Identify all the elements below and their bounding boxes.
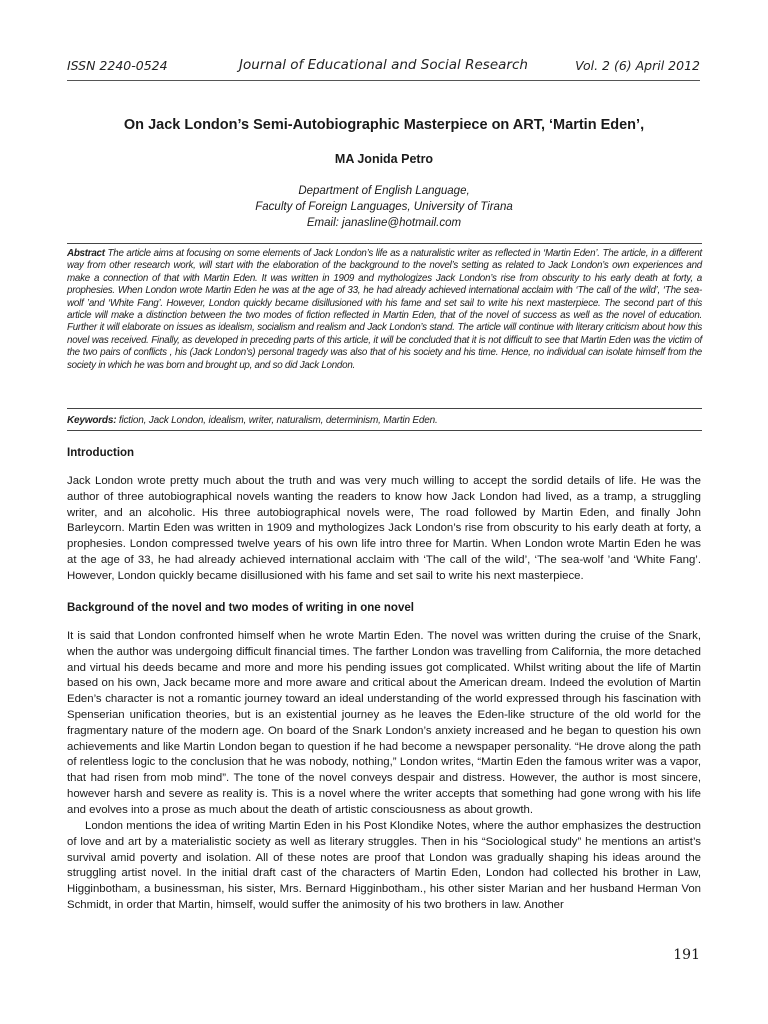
introduction-heading: Introduction xyxy=(67,447,135,459)
abstract xyxy=(67,248,702,372)
keywords-rule xyxy=(67,430,702,431)
affiliation-department: Department of English Language, xyxy=(298,185,470,197)
article-title: On Jack London’s Semi-Autobiographic Masterpiece on ART, ‘Martin Eden’, xyxy=(123,117,645,133)
abstract-label: Abstract xyxy=(67,248,105,259)
issn: ISSN 2240-0524 xyxy=(67,58,168,73)
keywords-text: fiction, Jack London, idealism, writer, naturalism, determinism, Martin Eden. xyxy=(116,415,438,426)
running-header xyxy=(67,58,700,78)
header-rule xyxy=(67,80,700,81)
abstract-top-rule xyxy=(67,243,702,244)
keywords-label: Keywords: xyxy=(67,415,117,426)
author-name: MA Jonida Petro xyxy=(334,152,434,166)
background-heading: Background of the novel and two modes of writing in one novel xyxy=(67,602,414,614)
background-paragraph-2: London mentions the idea of writing Martin Eden in his Post Klondike Notes, where the author emphasizes the destruction of love and art by a materialistic society as well as literary struggles. Then in his “Sociological study” he mentions an artist’s survival amid poverty and isolation. All of these notes are proof that London was gradually shaping his ideas around the struggling artist novel. In the initial draft cast of the characters of Martin Eden, London had collected his brother in Law, Higginbotham, a businessman, his sister, Mrs. Bernard Higginbotham., his other sister Marian and her husband Herman Von Schmidt, in order that Martin, himself, would suffer the animosity of his two brothers in law. Another xyxy=(67,820,701,911)
introduction-paragraph: Jack London wrote pretty much about the truth and was very much willing to accept the sordid details of life. He was the author of three autobiographical novels wanting the readers to know how Jack London had lived, as a tramp, a struggling writer, and an alcoholic. His three autobiographical novels were, The road followed by Martin Eden, and finally John Barleycorn. Martin Eden was written in 1909 and mythologizes Jack London’s rise from obscurity to his early death at forty, a prophesies. London compressed twelve years of his own life intro three for Martin. When London wrote Martin Eden he was at the age of 33, he had already achieved international acclaim with ‘The call of the wild’, ‘The sea-wolf ’and ‘White Fang’. However, London quickly became disillusioned with his fame and set sail to write his next masterpiece. xyxy=(67,475,701,582)
affiliation-email: Email: janasline@hotmail.com xyxy=(306,217,462,229)
background-paragraph-1: It is said that London confronted himself when he wrote Martin Eden. The novel was written during the cruise of the Snark, when the author was undergoing difficult financial times. The farther London was travelling from California, the more detached and virtual his deeds became and more and more his pending issues got complicated. Whilst writing about the life of Martin based on his own, Jack became more and more aware and critical about the American dream. Indeed the evolution of Martin Eden’s character is not a romantic journey toward an ideal understanding of the world expressed through his fascination with Spenserian unification theories, but is an existential journey as he leaves the Eden-like structure of the old world for the fragmentary nature of the modern age. On board of the Snark London’s anxiety increased and he began to question his own achievements and like Martin London began to question if he had become a newspaper personality. “He drove along the path of relentless logic to the conclusion that he was nobody, nothing,” London writes, “Martin Eden the famous writer was a vapor, that had risen from mob mind”. The tone of the novel conveys despair and distress. However, the author is most sincere, however harsh and severe as reality is. This is a novel where the writer accepts that something had gone wrong with his life and evolves into a prose as much about the death of artistic consciousness as about growth. xyxy=(67,630,701,816)
author-affiliation xyxy=(40,183,728,231)
keywords xyxy=(67,415,702,427)
abstract-text: The article aims at focusing on some elements of Jack London’s life as a naturalistic writer as reflected in ‘Martin Eden’. The article, in a different way from other research work, will start with the elaboration of the background to the novel’s setting as related to Jack London’s own experiences and make a connection of that with Martin Eden. It was written in 1909 and mythologizes Jack London’s rise from obscurity to his early death at forty, a prophesies. When London wrote Martin Eden he was at the age of 33, he had already achieved international acclaim with ‘The call of the wild’, ‘The sea-wolf ’and ‘White Fang’. However, London quickly became disillusioned with his fame and set sail to write his next masterpiece. The second part of this article will make a distinction between the two modes of fiction reflected in Martin Eden, that of the novel of success as well as the novel of education. Further it will elaborate on issues as idealism, socialism and realism and Jack London’s stand. The article will continue with literary criticism about how this novel was received. Finally, as developed in preceding parts of this article, it will be concluded that it is not difficult to see that Martin Eden was the victim of the two pairs of conflicts , his (Jack London’s) personal tragedy was also that of his society and his time. Hence, no individual can isolate himself from the society in which he was born and brought up, and so did Jack London. xyxy=(67,248,702,371)
page-number: 191 xyxy=(673,947,700,963)
volume-info: Vol. 2 (6) April 2012 xyxy=(575,58,700,73)
affiliation-faculty: Faculty of Foreign Languages, University of Tirana xyxy=(255,201,513,213)
abstract-bottom-rule xyxy=(67,408,702,409)
journal-name: Journal of Educational and Social Research xyxy=(239,57,528,73)
